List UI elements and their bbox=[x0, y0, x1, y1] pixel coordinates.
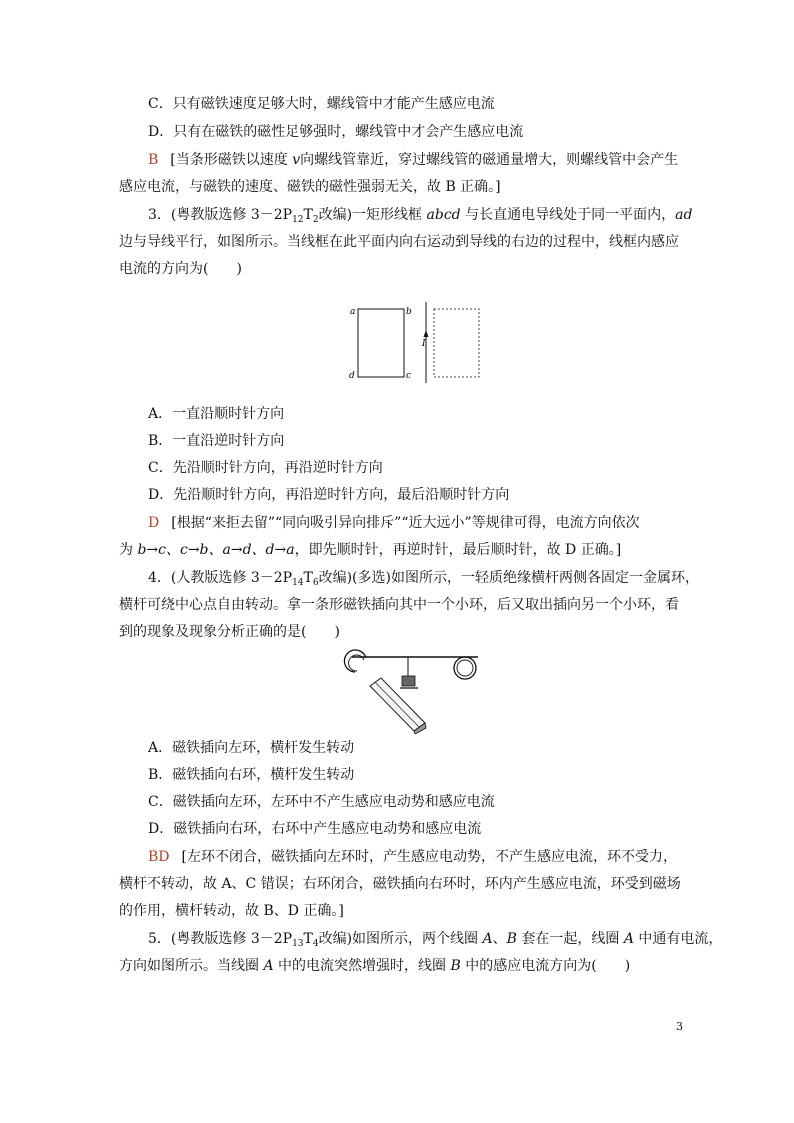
q3-answer-line2: 为 b→c、c→b、a→d、d→a，即先顺时针，再逆时针，最后顺时针，故 D 正确。] bbox=[119, 542, 622, 558]
q4-bar-magnet bbox=[370, 678, 426, 734]
q3-current-arrow bbox=[424, 330, 429, 337]
q3-stem-line1: 3．(粤教版选修 $3-2P_{12}T_2$改编)一矩形线框 abcd 与长直通电导线处于同一平面内，ad bbox=[148, 207, 693, 225]
q4-option-c: C．磁铁插向左环，左环中不产生感应电动势和感应电流 bbox=[148, 794, 495, 810]
q3-option-d: D．先沿顺时针方向，再沿逆时针方向，最后沿顺时针方向 bbox=[148, 487, 510, 503]
q5-stem-line1: 5．(粤教版选修 $3-2P_{13}T_4$改编)如图所示，两个线圈 A、B 套在一起，线圈 A 中通有电流， bbox=[148, 931, 723, 949]
q2-answer-letter: B bbox=[148, 152, 159, 168]
q5-stem-line2: 方向如图所示。当线圈 A 中的电流突然增强时，线圈 B 中的感应电流方向为( ) bbox=[119, 958, 631, 974]
q2-answer-line2: 感应电流，与磁铁的速度、磁铁的磁性强弱无关，故 B 正确。] bbox=[119, 179, 501, 195]
q4-figure-rings-and-magnet bbox=[340, 648, 490, 734]
q3-rectangular-loop bbox=[358, 309, 404, 377]
q4-option-a: A．磁铁插向左环，横杆发生转动 bbox=[148, 740, 355, 756]
q4-stem-line2: 横杆可绕中心点自由转动。拿一条形磁铁插向其中一个小环，后又取出插向另一个小环，看 bbox=[119, 597, 679, 613]
q3-option-b: B．一直沿逆时针方向 bbox=[148, 433, 285, 449]
q4-pivot-base bbox=[402, 676, 415, 686]
q3-option-a: A．一直沿顺时针方向 bbox=[148, 406, 285, 422]
q3-dashed-loop bbox=[434, 309, 479, 377]
q4-answer-letter: BD bbox=[148, 849, 170, 865]
q3-answer-line1: D [根据“来拒去留”“同向吸引异向排斥”“近大远小”等规律可得，电流方向依次 bbox=[148, 515, 640, 531]
q4-stem-line3: 到的现象及现象分析正确的是( ) bbox=[119, 624, 340, 640]
page-number: 3 bbox=[676, 1020, 683, 1033]
q2-answer-line1: B [当条形磁铁以速度 v向螺线管靠近，穿过螺线管的磁通量增大，则螺线管中会产生 bbox=[148, 152, 679, 168]
q2-option-c: C．只有磁铁速度足够大时，螺线管中才能产生感应电流 bbox=[148, 96, 495, 112]
q3-label-c: c bbox=[406, 371, 412, 381]
q3-stem-line3: 电流的方向为( ) bbox=[119, 261, 242, 277]
q4-option-b: B．磁铁插向右环，横杆发生转动 bbox=[148, 767, 355, 783]
q4-option-d: D．磁铁插向右环，右环中产生感应电动势和感应电流 bbox=[148, 821, 482, 837]
q4-stem-line1: 4．(人教版选修 $3-2P_{14}T_6$改编)(多选)如图所示，一轻质绝缘横杆两侧各固定一金属环， bbox=[148, 570, 699, 588]
q3-stem-line2: 边与导线平行，如图所示。当线框在此平面内向右运动到导线的右边的过程中，线框内感应 bbox=[119, 234, 679, 250]
q2-option-d: D．只有在磁铁的磁性足够强时，螺线管中才会产生感应电流 bbox=[148, 124, 524, 140]
q3-label-a: a bbox=[350, 307, 356, 317]
q4-answer-line2: 横杆不转动，故 A、C 错误；右环闭合，磁铁插向右环时，环内产生感应电流，环受到磁场 bbox=[119, 876, 681, 892]
q4-answer-line3: 的作用，横杆转动，故 B、D 正确。] bbox=[119, 903, 344, 919]
q3-figure-loop-and-wire bbox=[340, 300, 490, 385]
q3-answer-letter: D bbox=[148, 515, 160, 531]
q3-label-d: d bbox=[349, 371, 355, 381]
q3-label-b: b bbox=[406, 307, 412, 317]
q3-option-c: C．先沿顺时针方向，再沿逆时针方向 bbox=[148, 460, 383, 476]
q4-left-open-ring bbox=[344, 650, 366, 672]
q4-answer-line1: BD [左环不闭合，磁铁插向左环时，产生感应电动势，不产生感应电流，环不受力， bbox=[148, 849, 677, 865]
q3-label-current: I bbox=[422, 339, 426, 349]
